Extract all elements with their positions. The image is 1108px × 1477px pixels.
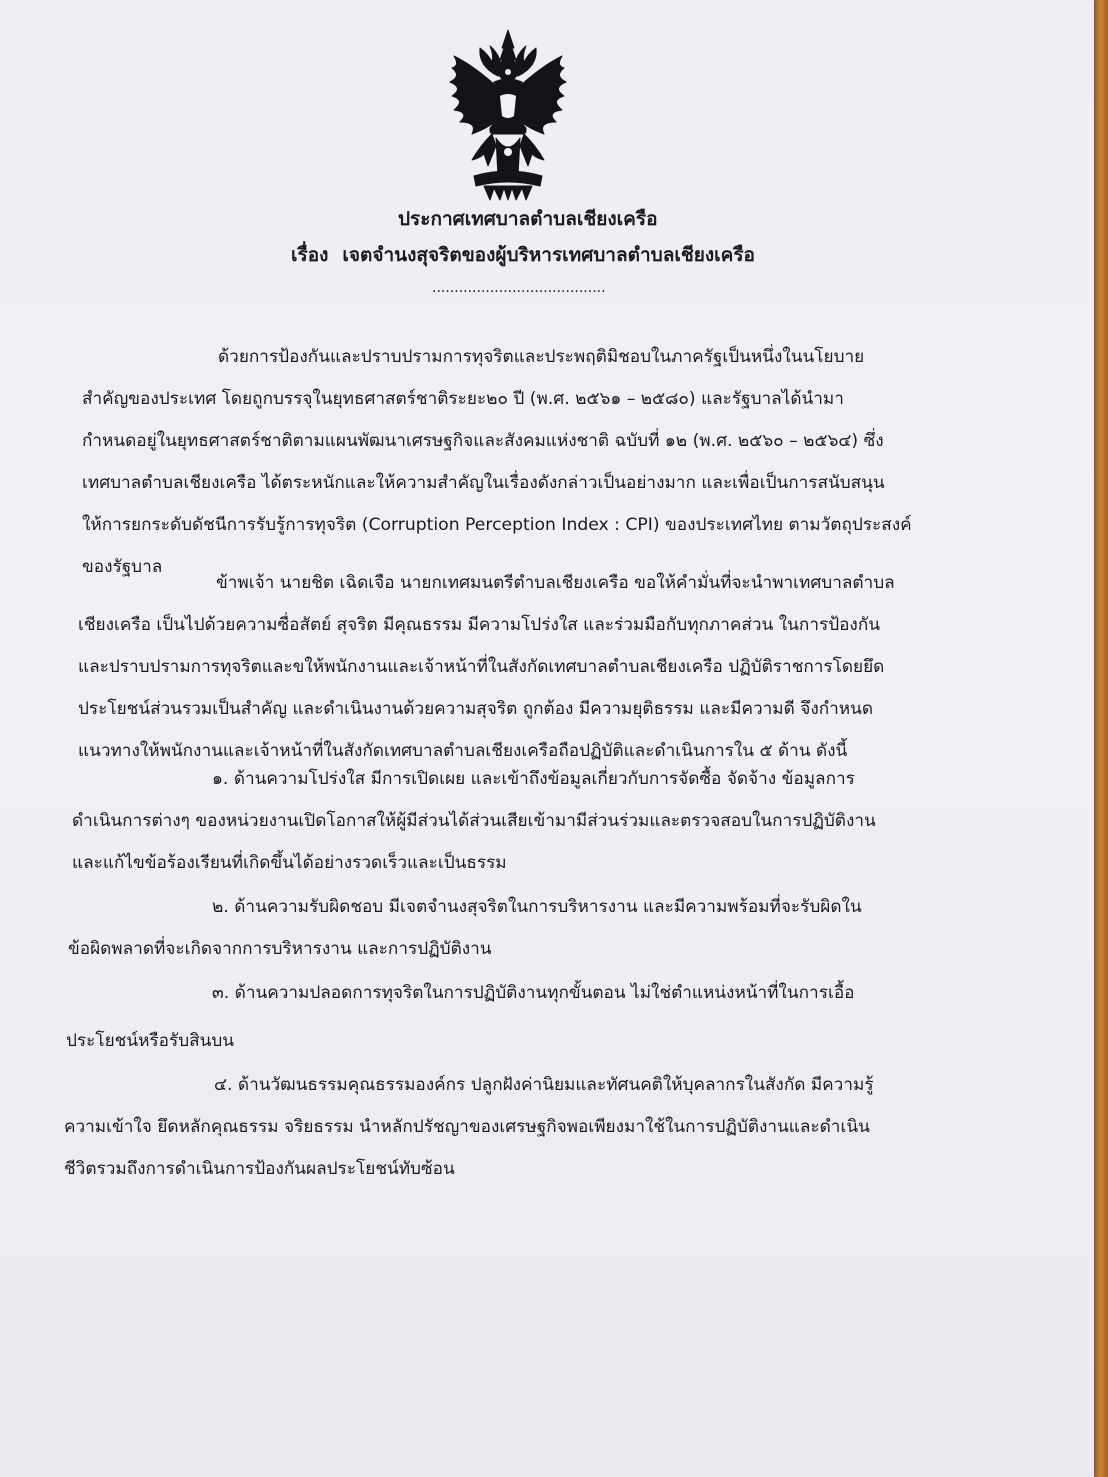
paragraph-line: ๒. ด้านความรับผิดชอบ มีเจตจำนงสุจริตในการบริหารงาน และมีความพร้อมที่จะรับผิดใน [212,897,862,917]
paragraph-line: และปราบปรามการทุจริตและขให้พนักงานและเจ้าหน้าที่ในสังกัดเทศบาลตำบลเชียงเครือ ปฏิบัติราชการโดยยึด [78,657,885,677]
paragraph-line: ความเข้าใจ ยึดหลักคุณธรรม จริยธรรม นำหลักปรัชญาของเศรษฐกิจพอเพียงมาใช้ในการปฏิบัติงานและดำเนิน [64,1117,870,1137]
announcement-title: ประกาศเทศบาลตำบลเชียงเครือ [398,208,658,230]
item-corruption-free [66,976,854,1058]
paragraph-line: ของรัฐบาล [82,557,163,577]
paragraph-line: เชียงเครือ เป็นไปด้วยความซื่อสัตย์ สุจริต มีคุณธรรม มีความโปร่งใส และร่วมมือกับทุกภาคส่วน ในการป้องกัน [78,615,880,635]
paragraph-pledge [78,566,895,768]
paragraph-intro [82,340,912,584]
paragraph-line: ๓. ด้านความปลอดการทุจริตในการปฏิบัติงานทุกขั้นตอน ไม่ใช่ตำแหน่งหน้าที่ในการเอื้อ [212,983,855,1003]
item-transparency [72,762,876,880]
paragraph-line: ๑. ด้านความโปร่งใส มีการเปิดเผย และเข้าถึงข้อมูลเกี่ยวกับการจัดซื้อ จัดจ้าง ข้อมูลการ [212,769,855,789]
garuda-emblem-icon [444,26,572,202]
paragraph-line: ข้าพเจ้า นายชิต เฉิดเจือ นายกเทศมนตรีตำบลเชียงเครือ ขอให้คำมั่นที่จะนำพาเทศบาลตำบล [216,573,895,593]
paragraph-line: กำหนดอยู่ในยุทธศาสตร์ชาติตามแผนพัฒนาเศรษฐกิจและสังคมแห่งชาติ ฉบับที่ ๑๒ (พ.ศ. ๒๕๖๐ – ๒๕๖๔) ซึ่ง [82,431,884,451]
paragraph-line: และแก้ไขข้อร้องเรียนที่เกิดขึ้นได้อย่างรวดเร็วและเป็นธรรม [72,853,507,873]
paragraph-line: ๔. ด้านวัฒนธรรมคุณธรรมองค์กร ปลูกฝังค่านิยมและทัศนคติให้บุคลากรในสังกัด มีความรู้ [214,1075,874,1095]
subject-label: เรื่อง [291,244,329,266]
announcement-subject [291,240,755,270]
title-divider: ....................................... [432,280,606,296]
paragraph-line: ข้อผิดพลาดที่จะเกิดจากการบริหารงาน และการปฏิบัติงาน [68,939,492,959]
paragraph-line: สำคัญของประเทศ โดยถูกบรรจุในยุทธศาสตร์ชาติระยะ๒๐ ปี (พ.ศ. ๒๕๖๑ – ๒๕๘๐) และรัฐบาลได้นำมา [82,389,844,409]
paragraph-line: ด้วยการป้องกันและปราบปรามการทุจริตและประพฤติมิชอบในภาครัฐเป็นหนึ่งในนโยบาย [218,347,865,367]
paragraph-line: ดำเนินการต่างๆ ของหน่วยงานเปิดโอกาสให้ผู้มีส่วนได้ส่วนเสียเข้ามามีส่วนร่วมและตรวจสอบในการปฏิบัติงาน [72,811,876,831]
subject-text: เจตจำนงสุจริตของผู้บริหารเทศบาลตำบลเชียงเครือ [342,244,755,266]
paragraph-line: ประโยชน์หรือรับสินบน [66,1031,235,1051]
paragraph-line: ชีวิตรวมถึงการดำเนินการป้องกันผลประโยชน์ทับซ้อน [64,1159,455,1179]
item-accountability [68,890,862,966]
item-integrity-culture [64,1068,874,1186]
paragraph-line: ประโยชน์ส่วนรวมเป็นสำคัญ และดำเนินงานด้วยความสุจริต ถูกต้อง มีความยุติธรรม และมีความดี จึงกำหนด [78,699,874,719]
wooden-table-edge [1094,0,1108,1477]
paragraph-line: เทศบาลตำบลเชียงเครือ ได้ตระหนักและให้ความสำคัญในเรื่องดังกล่าวเป็นอย่างมาก และเพื่อเป็นการสนับสนุน [82,473,885,493]
paragraph-line: แนวทางให้พนักงานและเจ้าหน้าที่ในสังกัดเทศบาลตำบลเชียงเครือถือปฏิบัติและดำเนินการใน ๕ ด้าน ดังนี้ [78,741,848,761]
paragraph-line: ให้การยกระดับดัชนีการรับรู้การทุจริต (Corruption Perception Index : CPI) ของประเทศไทย ตามวัตถุประสงค์ [82,515,912,535]
